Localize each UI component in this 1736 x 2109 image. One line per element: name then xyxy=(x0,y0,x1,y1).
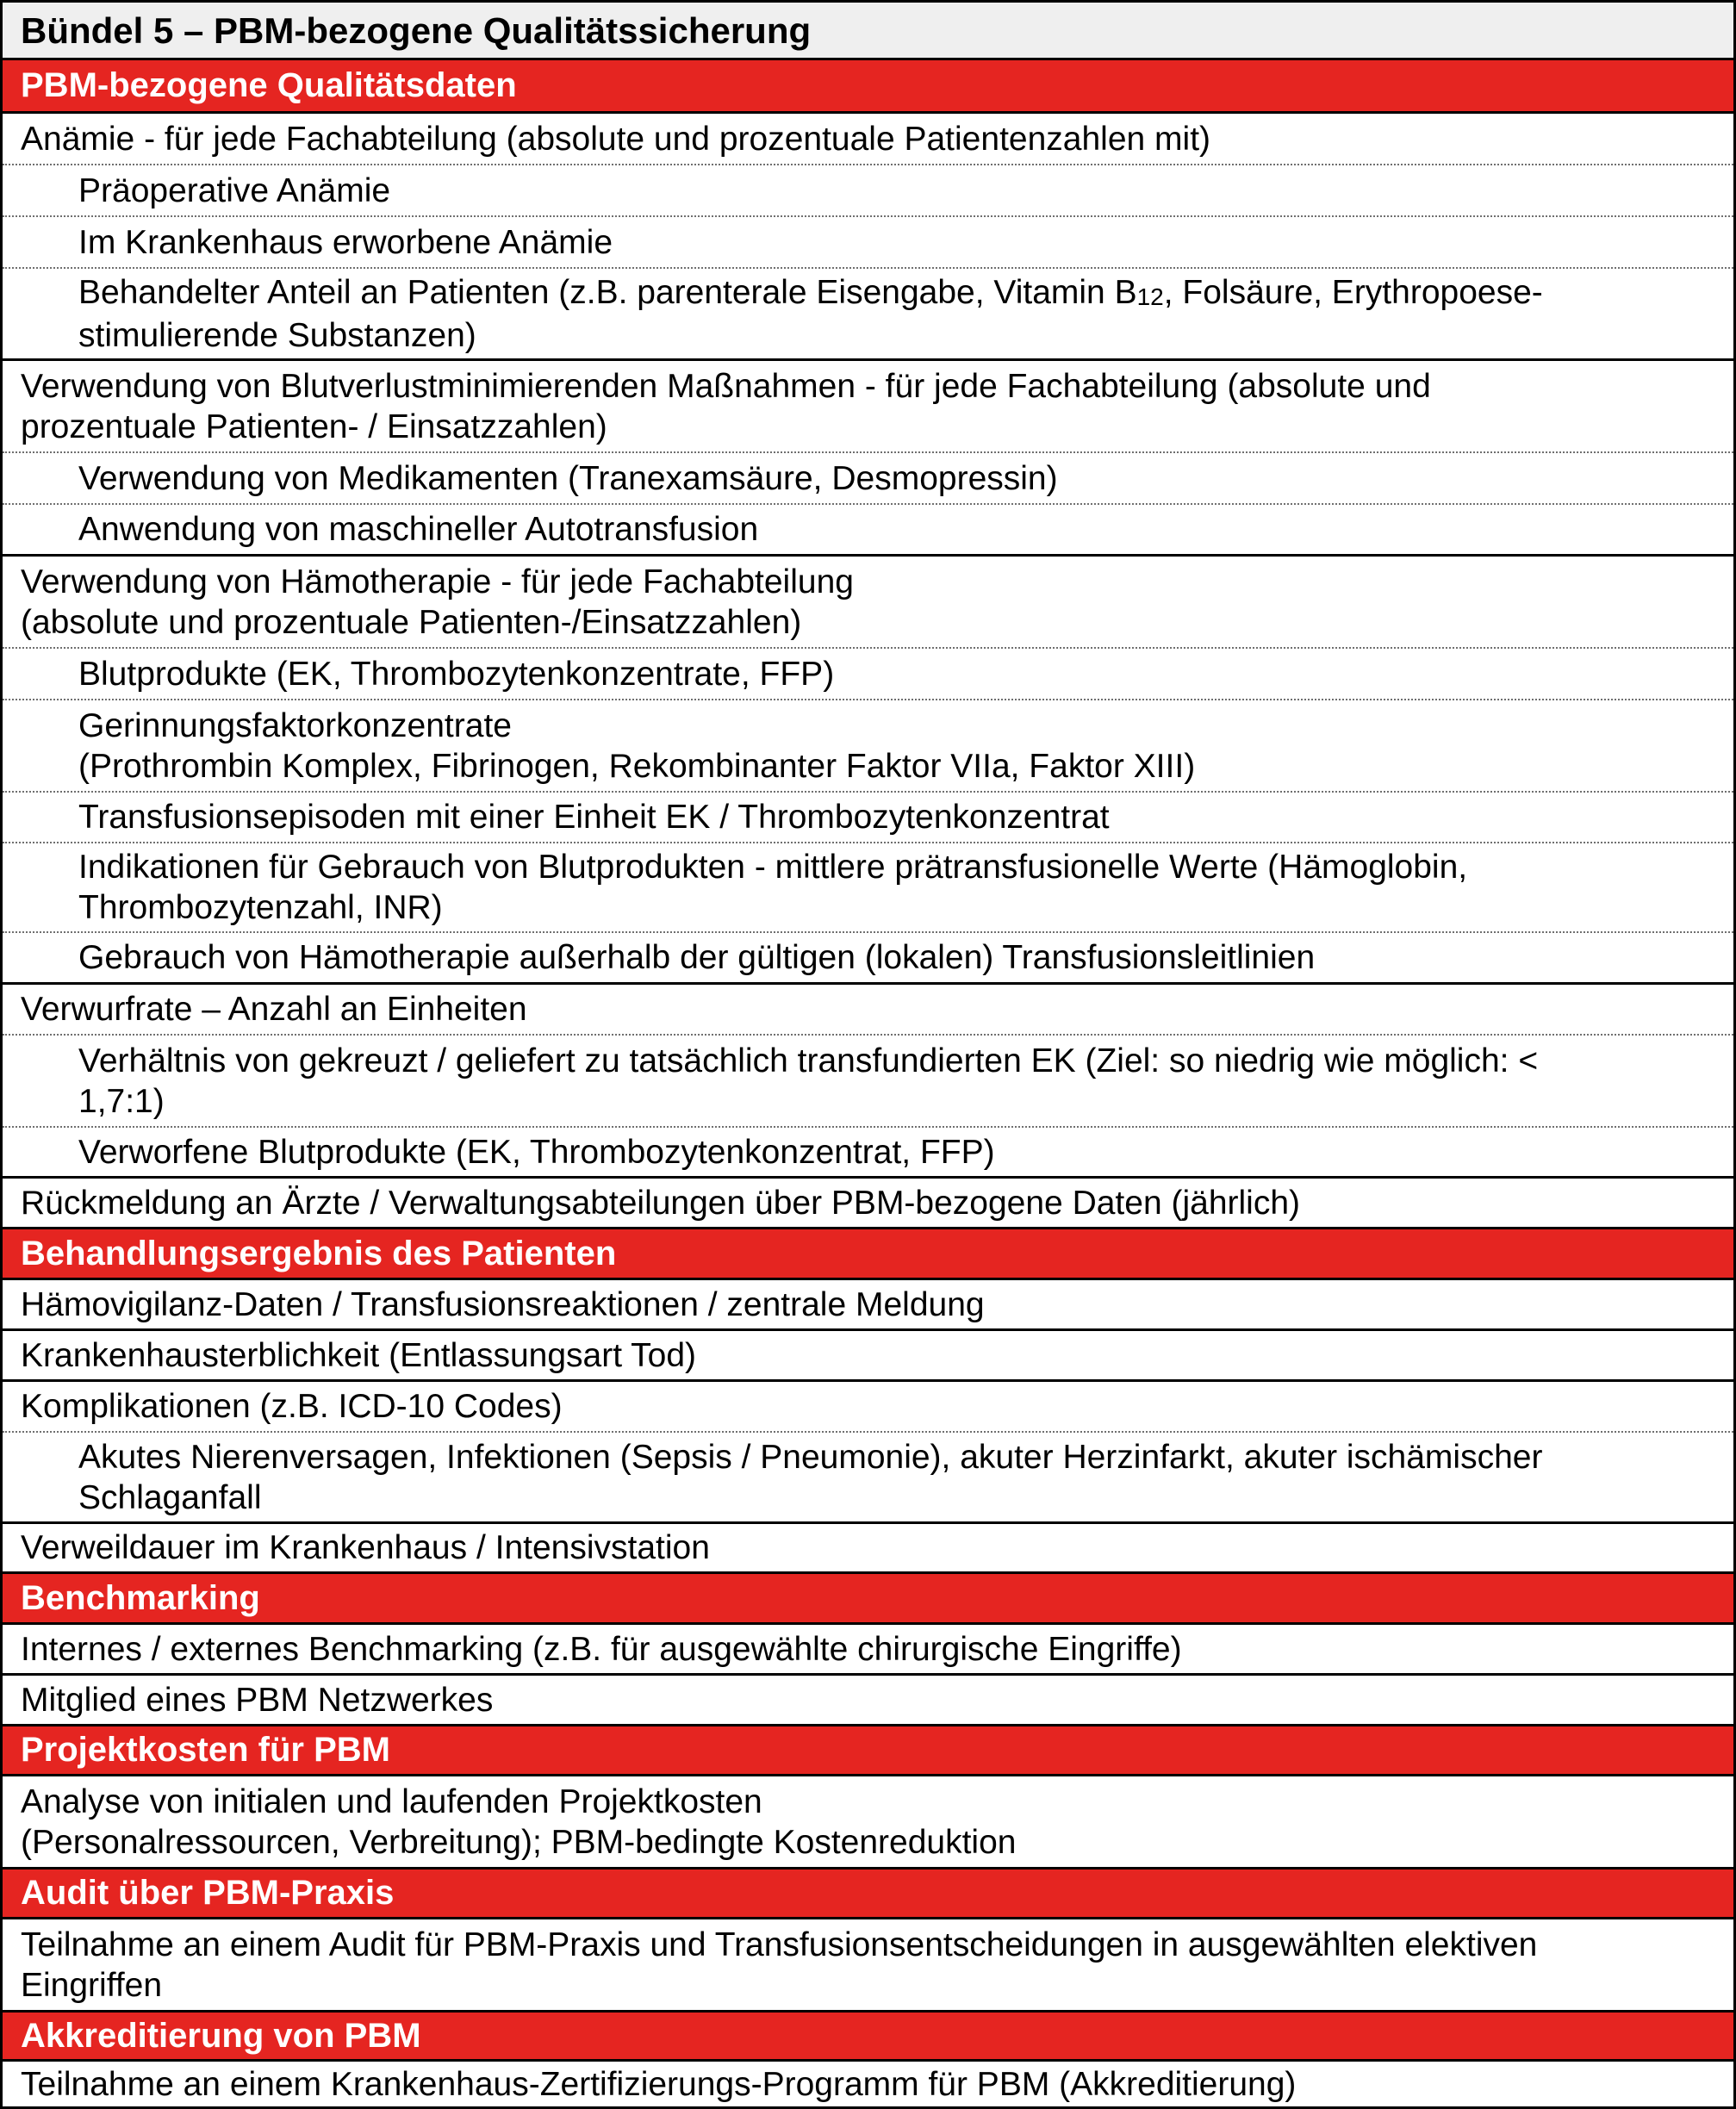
table-row xyxy=(3,933,1733,985)
row-text-part: Behandelter Anteil an Patienten (z.B. parenterale Eisengabe, Vitamin B xyxy=(78,273,1137,311)
row-text: Verwendung von Medikamenten (Tranexamsäure, Desmopressin) xyxy=(78,459,1058,497)
section-header xyxy=(3,1229,1733,1280)
section-header-text: Audit über PBM-Praxis xyxy=(21,1874,395,1912)
section-header-text: PBM-bezogene Qualitätsdaten xyxy=(21,66,517,104)
table-row xyxy=(3,1179,1733,1229)
row-text: stimulierende Substanzen) xyxy=(78,316,476,354)
section-header-text: Benchmarking xyxy=(21,1578,260,1617)
row-text: Teilnahme an einem Audit für PBM-Praxis und Transfusionsentscheidungen in ausgewählten elektiven xyxy=(21,1925,1538,1963)
table-title-text: Bündel 5 – PBM-bezogene Qualitätssicherung xyxy=(21,9,812,51)
row-text: Akutes Nierenversagen, Infektionen (Sepsis / Pneumonie), akuter Herzinfarkt, akuter ischämischer xyxy=(78,1438,1543,1476)
table-row xyxy=(3,1382,1733,1433)
row-text: Anwendung von maschineller Autotransfusion xyxy=(78,511,759,548)
row-text: Gerinnungsfaktorkonzentrate xyxy=(78,706,512,744)
table-row xyxy=(3,557,1733,649)
row-text: (absolute und prozentuale Patienten-/Einsatzzahlen) xyxy=(21,603,802,641)
table-row xyxy=(3,453,1733,505)
row-text: Analyse von initialen und laufenden Projektkosten xyxy=(21,1782,762,1820)
row-text: Verwendung von Hämotherapie - für jede Fachabteilung xyxy=(21,563,854,600)
row-text: Anämie - für jede Fachabteilung (absolute und prozentuale Patientenzahlen mit) xyxy=(21,120,1211,158)
row-text: Mitglied eines PBM Netzwerkes xyxy=(21,1681,494,1719)
section-header xyxy=(3,2013,1733,2062)
row-text: Internes / externes Benchmarking (z.B. für ausgewählte chirurgische Eingriffe) xyxy=(21,1630,1182,1668)
table-row xyxy=(3,114,1733,165)
table-row xyxy=(3,1524,1733,1574)
row-text: Krankenhausterblichkeit (Entlassungsart Tod) xyxy=(21,1336,697,1374)
row-text: Verworfene Blutprodukte (EK, Thrombozytenkonzentrat, FFP) xyxy=(78,1133,995,1171)
table-row xyxy=(3,700,1733,793)
section-header-text: Behandlungsergebnis des Patienten xyxy=(21,1234,617,1272)
section-header-text: Projektkosten für PBM xyxy=(21,1731,390,1769)
table-row xyxy=(3,985,1733,1036)
table-row xyxy=(3,843,1733,933)
row-text: Präoperative Anämie xyxy=(78,171,391,209)
table-row xyxy=(3,1776,1733,1869)
row-text: Thrombozytenzahl, INR) xyxy=(78,889,443,926)
table-title xyxy=(3,3,1733,60)
row-text: Schlaganfall xyxy=(78,1478,262,1516)
row-text: Teilnahme an einem Krankenhaus-Zertifizierungs-Programm für PBM (Akkreditierung) xyxy=(21,2065,1297,2103)
row-text: Indikationen für Gebrauch von Blutprodukten - mittlere prätransfusionelle Werte (Hämoglobin, xyxy=(78,849,1468,886)
table-row xyxy=(3,649,1733,700)
section-header xyxy=(3,1869,1733,1919)
table-row xyxy=(3,1625,1733,1676)
row-text: Im Krankenhaus erworbene Anämie xyxy=(78,223,613,261)
row-text: Rückmeldung an Ärzte / Verwaltungsabteilungen über PBM-bezogene Daten (jährlich) xyxy=(21,1184,1301,1222)
row-text: (Personalressourcen, Verbreitung); PBM-bedingte Kostenreduktion xyxy=(21,1823,1017,1861)
table-row xyxy=(3,1331,1733,1382)
table-row xyxy=(3,1676,1733,1726)
table-row xyxy=(3,793,1733,843)
table-row xyxy=(3,1919,1733,2013)
row-text: Verhältnis von gekreuzt / geliefert zu tatsächlich transfundierten EK (Ziel: so niedrig wie möglich: < xyxy=(78,1042,1539,1079)
row-text: Blutprodukte (EK, Thrombozytenkonzentrate, FFP) xyxy=(78,655,835,693)
table-row xyxy=(3,1280,1733,1331)
row-text: Gebrauch von Hämotherapie außerhalb der gültigen (lokalen) Transfusionsleitlinien xyxy=(78,939,1316,976)
table-row xyxy=(3,2062,1733,2106)
row-text: Eingriffen xyxy=(21,1966,163,2004)
table-row xyxy=(3,1036,1733,1128)
table-row xyxy=(3,1433,1733,1524)
table-row xyxy=(3,217,1733,269)
section-header-text: Akkreditierung von PBM xyxy=(21,2016,421,2055)
row-text: Verwurfrate – Anzahl an Einheiten xyxy=(21,991,527,1028)
table-row xyxy=(3,505,1733,557)
row-text: Hämovigilanz-Daten / Transfusionsreaktionen / zentrale Meldung xyxy=(21,1285,985,1323)
row-text: 1,7:1) xyxy=(78,1082,165,1120)
section-header xyxy=(3,1574,1733,1625)
subscript: 12 xyxy=(1136,283,1164,310)
row-text: (Prothrombin Komplex, Fibrinogen, Rekombinanter Faktor VIIa, Faktor XIII) xyxy=(78,747,1196,785)
table-row xyxy=(3,1128,1733,1179)
row-text: Transfusionsepisoden mit einer Einheit EK / Thrombozytenkonzentrat xyxy=(78,799,1110,836)
row-text xyxy=(78,272,1716,315)
section-header xyxy=(3,60,1733,114)
row-text: Verwendung von Blutverlustminimierenden Maßnahmen - für jede Fachabteilung (absolute und xyxy=(21,367,1431,405)
row-text-part: , Folsäure, Erythropoese- xyxy=(1163,273,1543,311)
table-row xyxy=(3,165,1733,217)
row-text: Komplikationen (z.B. ICD-10 Codes) xyxy=(21,1388,563,1425)
table-row xyxy=(3,361,1733,453)
section-header xyxy=(3,1726,1733,1776)
row-text: prozentuale Patienten- / Einsatzzahlen) xyxy=(21,407,607,445)
row-text: Verweildauer im Krankenhaus / Intensivstation xyxy=(21,1529,710,1566)
table-row xyxy=(3,269,1733,361)
